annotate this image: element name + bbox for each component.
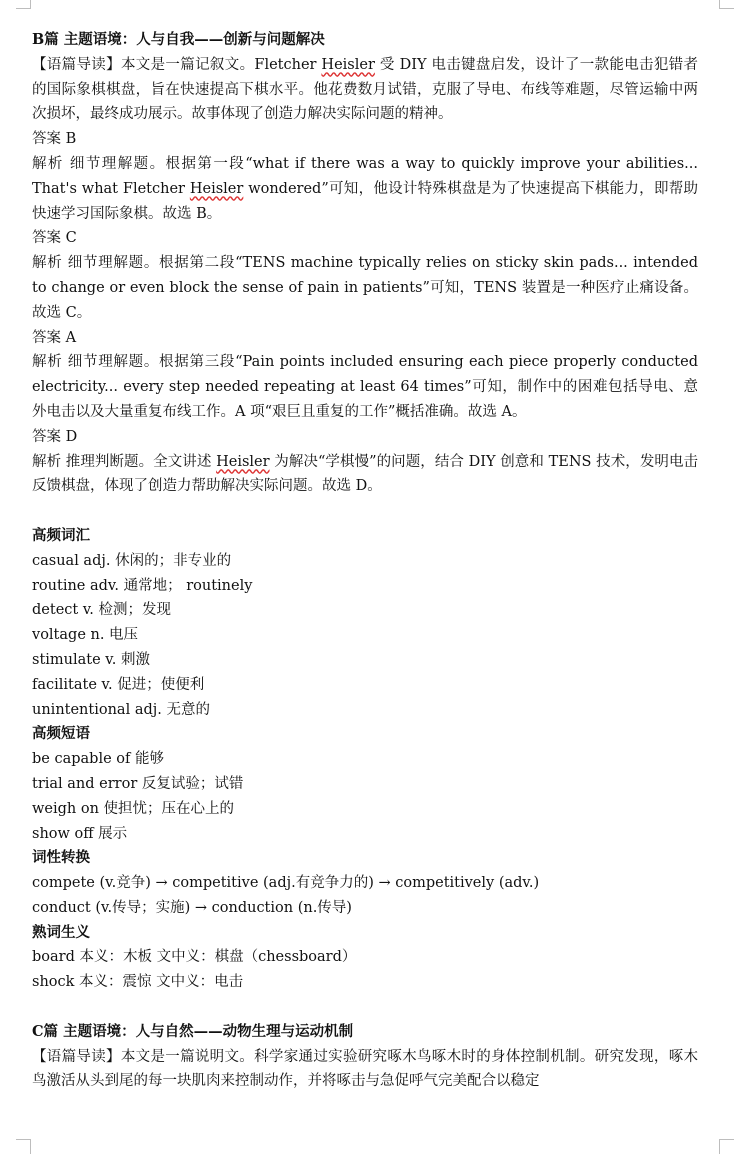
- conversion-item: conduct (v.传导；实施) → conduction (n.传导): [32, 899, 352, 916]
- intro-text: 【语篇导读】本文是一篇记叙文。Fletcher: [32, 56, 322, 73]
- analysis-paragraph: [32, 152, 698, 226]
- answer-line: 答案 C: [32, 230, 77, 247]
- analysis-text: wondered”可知，他设计特殊棋盘是为了快速提高下棋能力，即帮助快速学习国际象棋。故选 B。: [32, 180, 698, 222]
- vocab-item: voltage n. 电压: [32, 627, 139, 644]
- analysis-text: 为解决“学棋慢”的问题，结合 DIY 创意和 TENS 技术，发明电击反馈棋盘，体现了创造力帮助解决实际问题。故选 D。: [32, 453, 699, 495]
- phrase-item: trial and error 反复试验；试错: [32, 775, 244, 792]
- page-corner-mark: [16, 0, 31, 9]
- vocab-item: detect v. 检测；发现: [32, 602, 172, 619]
- answer-line: 答案 B: [32, 131, 77, 148]
- analysis-text: 解析 细节理解题。根据第二段“TENS machine typically relies on sticky skin pads... intended to change or even block the sense of pain in patients”可知，TENS 装置是一种医疗止痛设备。故选 C。: [32, 255, 698, 321]
- analysis-text: 解析 推理判断题。全文讲述: [32, 453, 217, 470]
- analysis-name: Heisler: [189, 180, 244, 197]
- vocab-phrases-heading: 高频短语: [32, 725, 90, 743]
- intro-name: Heisler: [321, 56, 375, 73]
- answer-line: 答案 D: [32, 428, 78, 445]
- vocab-item: stimulate v. 刺激: [32, 651, 150, 668]
- meaning-item: board 本义：木板 文中义：棋盘（chessboard）: [32, 949, 357, 966]
- analysis-text: 解析 细节理解题。根据第一段“what if there was a way to quickly improve your abilities... That's what Fletcher: [32, 155, 698, 197]
- meaning-heading: 熟词生义: [32, 923, 90, 941]
- section-b-heading: B篇 主题语境：人与自我——创新与问题解决: [32, 31, 325, 48]
- meaning-item: shock 本义：震惊 文中义：电击: [32, 974, 244, 991]
- blank-line: [32, 499, 698, 524]
- analysis-text: 解析 细节理解题。根据第三段“Pain points included ensuring each piece properly conducted electricity... every step needed repeating at least 64 times”可知，制作中的困难包括导电、意外电击以及大量重复布线工作。A 项“艰巨且重复的工作”概括准确。故选 A。: [32, 354, 698, 420]
- section-c-heading: C篇 主题语境：人与自然——动物生理与运动机制: [32, 1022, 354, 1040]
- page-corner-mark: [719, 0, 734, 9]
- conversion-heading: 词性转换: [32, 849, 90, 867]
- vocab-item: casual adj. 休闲的；非专业的: [32, 552, 232, 569]
- analysis-paragraph: [32, 450, 698, 500]
- vocab-item: routine adv. 通常地； routinely: [32, 577, 253, 594]
- section-b-intro: [32, 53, 698, 127]
- vocab-words-heading: 高频词汇: [32, 526, 90, 544]
- analysis-paragraph: [32, 251, 698, 325]
- conversion-item: compete (v.竞争) → competitive (adj.有竞争力的) → competitively (adv.): [32, 875, 540, 892]
- section-c-intro: 【语篇导读】本文是一篇说明文。科学家通过实验研究啄木鸟啄木时的身体控制机制。研究发现，啄木鸟激活从头到尾的每一块肌肉来控制动作，并将啄击与急促呼气完美配合以稳定: [32, 1048, 698, 1090]
- analysis-paragraph: [32, 350, 698, 424]
- vocab-item: facilitate v. 促进；使便利: [32, 676, 205, 693]
- answer-line: 答案 A: [32, 329, 77, 346]
- phrase-item: show off 展示: [32, 825, 128, 842]
- phrase-item: weigh on 使担忧；压在心上的: [32, 800, 235, 817]
- page-corner-mark: [16, 1139, 31, 1154]
- page-corner-mark: [719, 1139, 734, 1154]
- blank-line: [32, 995, 698, 1020]
- analysis-name: Heisler: [216, 453, 270, 470]
- intro-text: 受 DIY 电击键盘启发，设计了一款能电击犯错者的国际象棋棋盘，旨在快速提高下棋水平。他花费数月试错，克服了导电、布线等难题，尽管运输中两次损坏，最终成功展示。故事体现了创造力解决实际问题的精神。: [32, 56, 698, 123]
- vocab-item: unintentional adj. 无意的: [32, 701, 210, 718]
- phrase-item: be capable of 能够: [32, 751, 164, 768]
- document-page: [32, 28, 698, 1094]
